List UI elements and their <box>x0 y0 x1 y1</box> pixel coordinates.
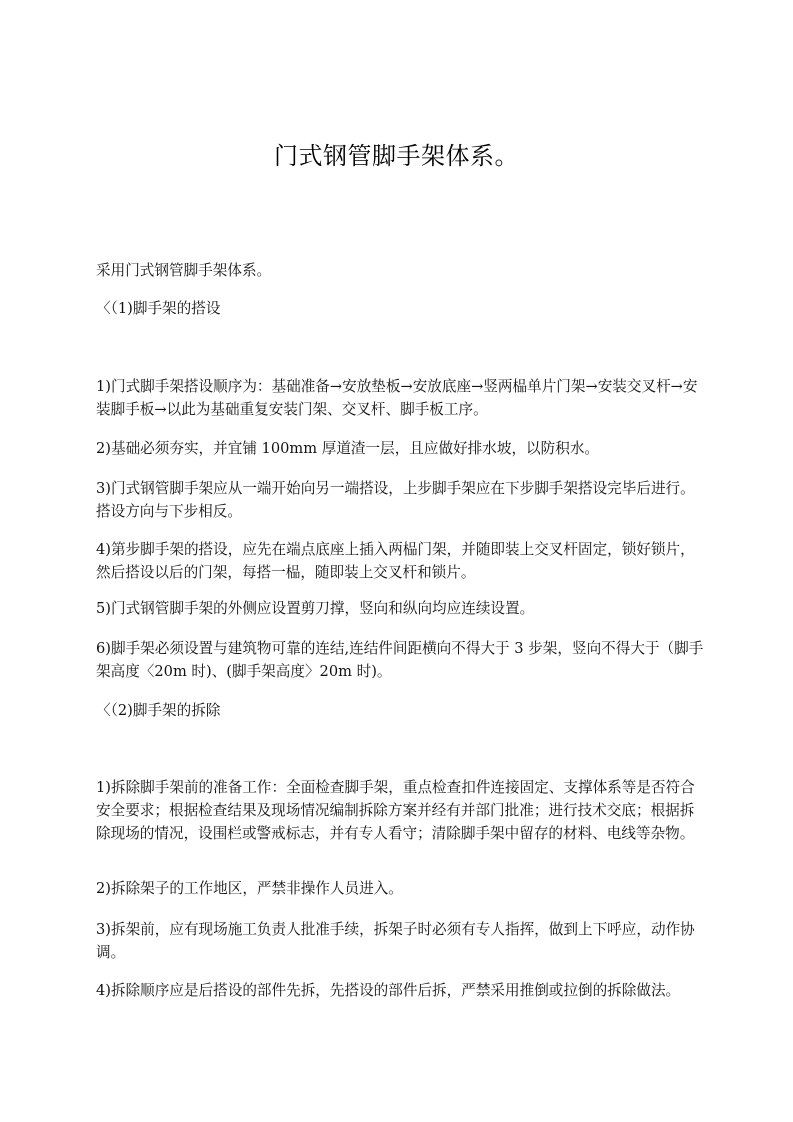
paragraph-text: 3)门式钢管脚手架应从一端开始向另一端搭设，上步脚手架应在下步脚手架搭设完毕后进行。搭设方向与下步相反。 <box>96 480 695 520</box>
paragraph-text: 4)第步脚手架的搭设，应先在端点底座上插入两榀门架，并随即装上交叉杆固定，锁好锁片，然后搭设以后的门架，每搭一榀，随即装上交叉杆和锁片。 <box>96 541 695 581</box>
paragraph-text: 2)基础必须夯实，并宜铺 100mm 厚道渣一层，且应做好排水坡，以防积水。 <box>96 440 600 457</box>
setup-item-5 <box>96 597 706 620</box>
section-heading-setup <box>96 297 706 320</box>
paragraph-text: 1)门式脚手架搭设顺序为：基础准备→安放垫板→安放底座→竖两榀单片门架→安装交叉杆→安装脚手板→以此为基础重复安装门架、交叉杆、脚手板工序。 <box>96 378 698 418</box>
paragraph-text: 4)拆除顺序应是后搭设的部件先拆，先搭设的部件后拆，严禁采用推倒或拉倒的拆除做法。 <box>96 982 681 999</box>
paragraph-text: 3)拆架前，应有现场施工负责人批准手续，拆架子时必须有专人指挥，做到上下呼应，动作协调。 <box>96 921 695 961</box>
setup-item-3 <box>96 477 706 523</box>
paragraph-text: 1)拆除脚手架前的准备工作：全面检查脚手架，重点检查扣件连接固定、支撑体系等是否符合安全要求；根据检查结果及现场情况编制拆除方案并经有并部门批准；进行技术交底；根据拆除现场的情况，设围栏或警戒标志，并有专人看守；清除脚手架中留存的材料、电线等杂物。 <box>96 779 695 842</box>
setup-item-1 <box>96 375 706 421</box>
setup-item-2 <box>96 437 706 460</box>
paragraph-text: 2)拆除架子的工作地区，严禁非操作人员进入。 <box>96 880 403 897</box>
section-heading-text: 〈（1)脚手架的搭设 <box>96 300 221 317</box>
removal-item-1 <box>96 776 706 845</box>
removal-item-3 <box>96 918 706 964</box>
removal-item-2 <box>96 877 706 900</box>
paragraph-text: 6)脚手架必须设置与建筑物可靠的连结,连结件间距横向不得大于 3 步架，竖向不得大于（脚手架高度〈20m 时)、(脚手架高度〉20m 时)。 <box>96 640 704 680</box>
section-heading-removal <box>96 699 706 722</box>
document-title: 门式钢管脚手架体系。 <box>274 142 519 170</box>
removal-item-4 <box>96 979 706 1002</box>
setup-item-4 <box>96 538 706 584</box>
paragraph-text: 5)门式钢管脚手架的外侧应设置剪刀撑，竖向和纵向均应连续设置。 <box>96 600 535 617</box>
intro-text: 采用门式钢管脚手架体系。 <box>96 262 272 279</box>
setup-item-6 <box>96 637 706 683</box>
intro-paragraph <box>96 259 706 282</box>
section-heading-text: 〈（2)脚手架的拆除 <box>96 702 221 719</box>
